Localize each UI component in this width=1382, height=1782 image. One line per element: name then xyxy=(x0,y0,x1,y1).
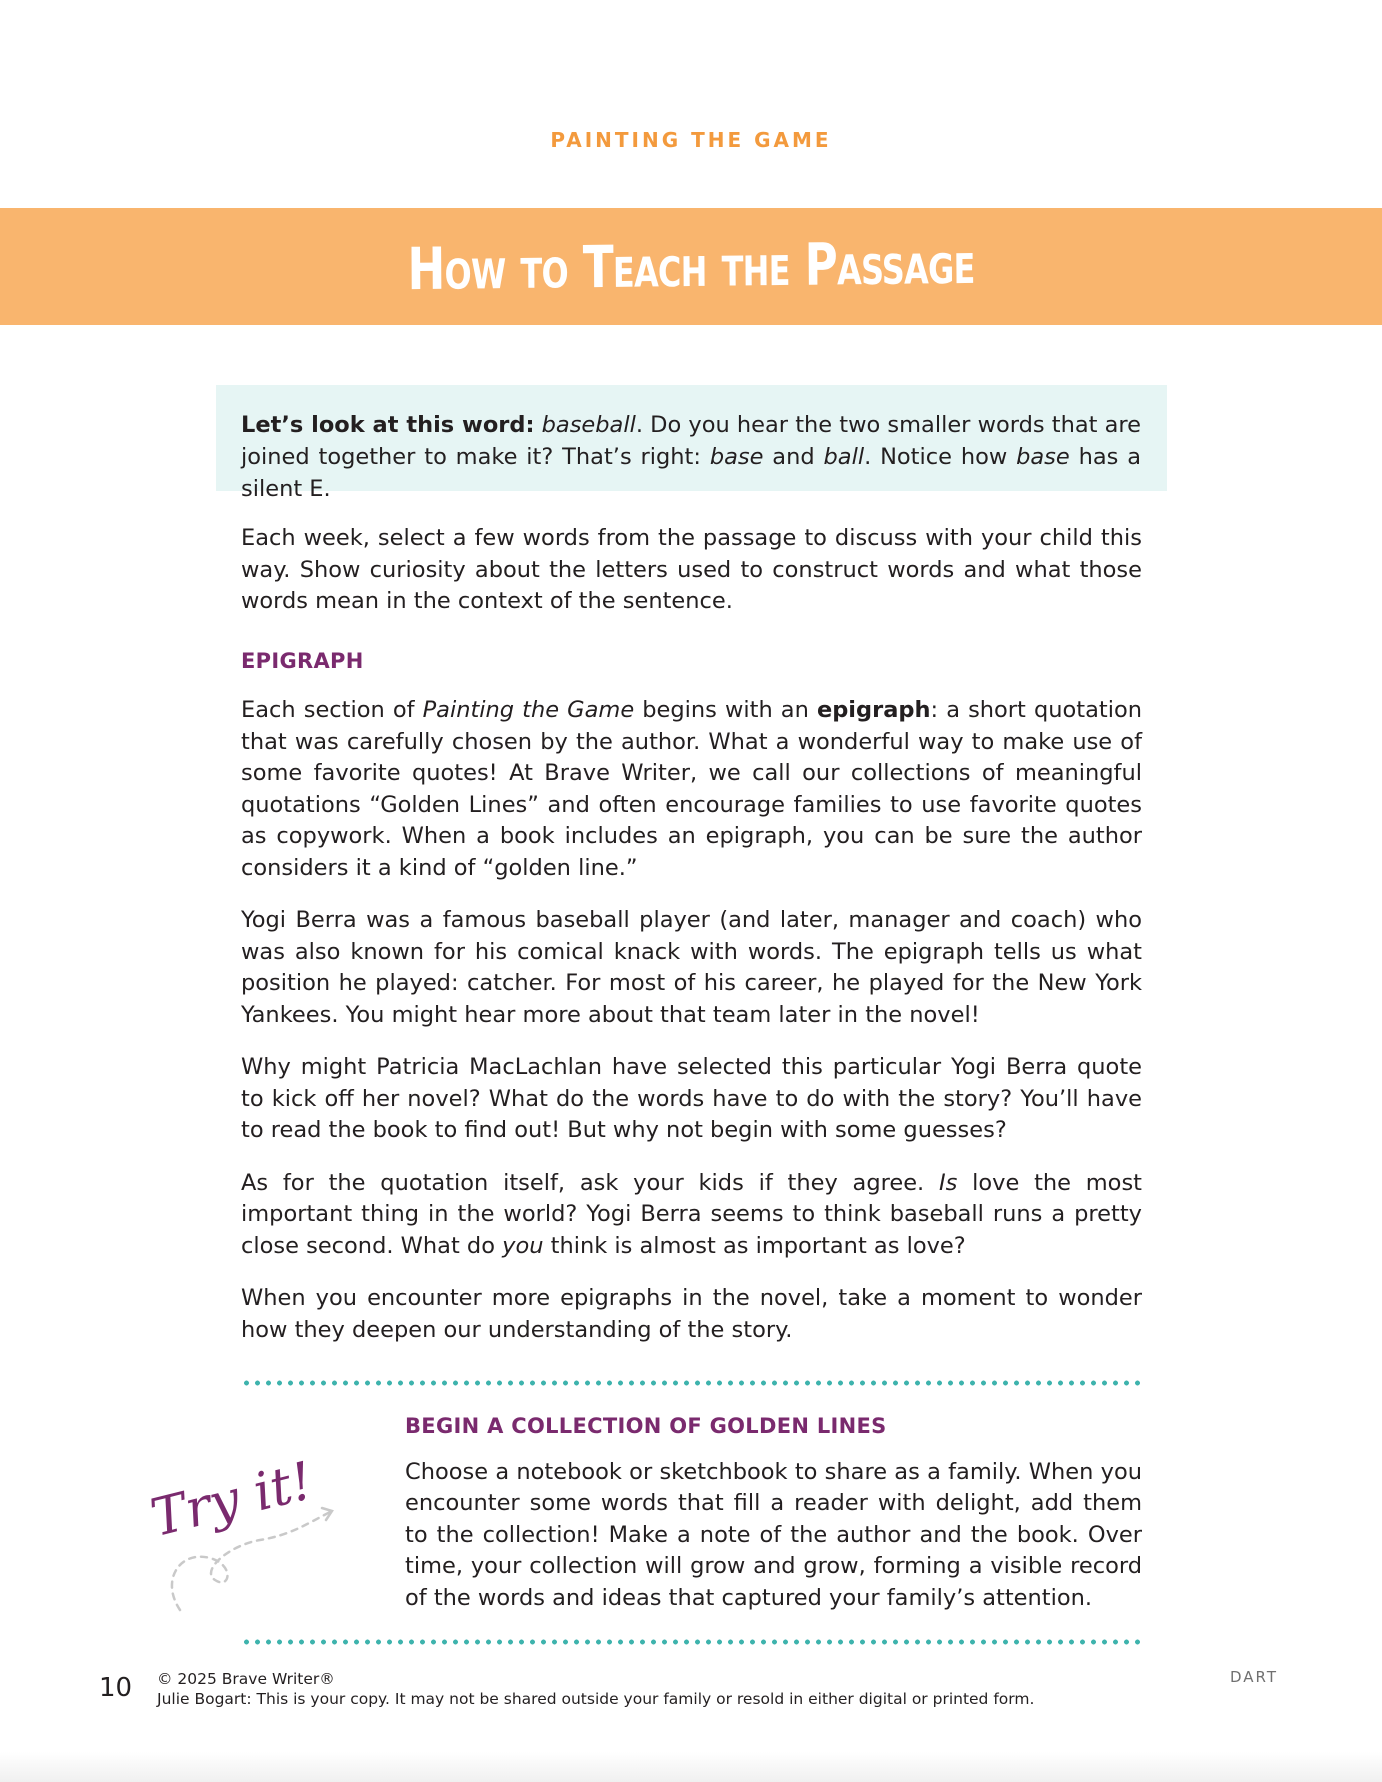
try-it-section xyxy=(405,1411,1142,1614)
try-it-badge xyxy=(140,1440,350,1620)
callout-lead: Let’s look at this word: xyxy=(241,412,535,438)
book-title: Painting the Game xyxy=(422,697,635,723)
epigraph-paragraph-5: When you encounter more epigraphs in the novel, take a moment to wonder how they deepen our understanding of the story. xyxy=(241,1285,1142,1343)
ep-p4-you: you xyxy=(502,1232,544,1259)
callout-t2: and xyxy=(763,444,824,470)
dashed-arrow-icon xyxy=(140,1440,350,1620)
callout-word: baseball xyxy=(541,412,636,438)
ep-p4-a: As for the quotation itself, ask your kids if they agree. xyxy=(241,1169,939,1196)
try-it-heading: BEGIN A COLLECTION OF GOLDEN LINES xyxy=(405,1414,887,1438)
ep-p4-b: love the most important thing in the world? Yogi Berra seems to think baseball runs a pretty close second. What do xyxy=(241,1169,1142,1259)
callout-t3: . Notice how xyxy=(864,444,1017,470)
callout-text xyxy=(241,409,1141,505)
try-it-label: Try it! xyxy=(145,1451,319,1549)
callout-t1: . Do you hear the two smaller words that are joined together to make it? That’s right: xyxy=(241,412,1141,470)
ep-p4-c: think is almost as important as love? xyxy=(543,1232,966,1259)
callout-base2: base xyxy=(1016,444,1070,470)
ep-p1-a: Each section of xyxy=(241,697,423,723)
epigraph-paragraph-3: Why might Patricia MacLachlan have selected this particular Yogi Berra quote to kick off her novel? What do the words have to do with the story? You’ll have to read the book to find out! But why not begin with some guesses? xyxy=(241,1054,1142,1143)
epigraph-term: epigraph xyxy=(816,697,931,723)
callout-ball: ball xyxy=(823,444,865,470)
bottom-strip xyxy=(0,1752,1382,1782)
page-title: How to Teach the Passage xyxy=(407,228,975,304)
intro-paragraph: Each week, select a few words from the passage to discuss with your child this way. Show curiosity about the letters used to construct words and what those words mean in the context of the sentence. xyxy=(241,525,1142,614)
epigraph-heading: EPIGRAPH xyxy=(241,648,364,673)
epigraph-paragraph-2: Yogi Berra was a famous baseball player (and later, manager and coach) who was also known for his comical knack with words. The epigraph tells us what position he played: catcher. For most of his career, he played for the New York Yankees. You might hear more about that team later in the novel! xyxy=(241,907,1142,1028)
page-number: 10 xyxy=(99,1673,133,1703)
callout-base: base xyxy=(709,444,764,470)
running-head: PAINTING THE GAME xyxy=(550,128,832,152)
callout-t4: has a silent E. xyxy=(241,444,1142,502)
ep-p1-b: begins with an xyxy=(634,697,817,723)
ep-p1-c: : a short quotation that was carefully chosen by the author. What a wonderful way to make use of some favorite quotes! At Brave Writer, we call our collections of meaningful quotations “Golden Lines” and often encourage families to use favorite quotes as copywork. When a book includes an epigraph, you can be sure the author considers it a kind of “golden line.” xyxy=(241,697,1142,881)
footer-brand: DART xyxy=(1230,1668,1279,1686)
main-body xyxy=(241,523,1142,1367)
callout-box xyxy=(216,385,1167,502)
copyright-line: © 2025 Brave Writer® xyxy=(157,1670,335,1688)
dotted-divider-bottom xyxy=(241,1639,1145,1645)
dotted-divider-top xyxy=(241,1380,1145,1386)
footer-copyright xyxy=(157,1669,1034,1709)
license-notice: Julie Bogart: This is your copy. It may not be shared outside your family or resold in either digital or printed form. xyxy=(157,1690,1035,1708)
epigraph-paragraph-1 xyxy=(241,695,1142,884)
epigraph-paragraph-4 xyxy=(241,1168,1142,1263)
ep-p4-is: Is xyxy=(938,1169,958,1196)
title-banner xyxy=(0,208,1382,325)
try-it-body: Choose a notebook or sketchbook to share as a family. When you encounter some words that fill a reader with delight, add them to the collection! Make a note of the author and the book. Over time, your collection will grow and grow, forming a visible record of the words and ideas that captured your family’s attention. xyxy=(405,1458,1142,1611)
